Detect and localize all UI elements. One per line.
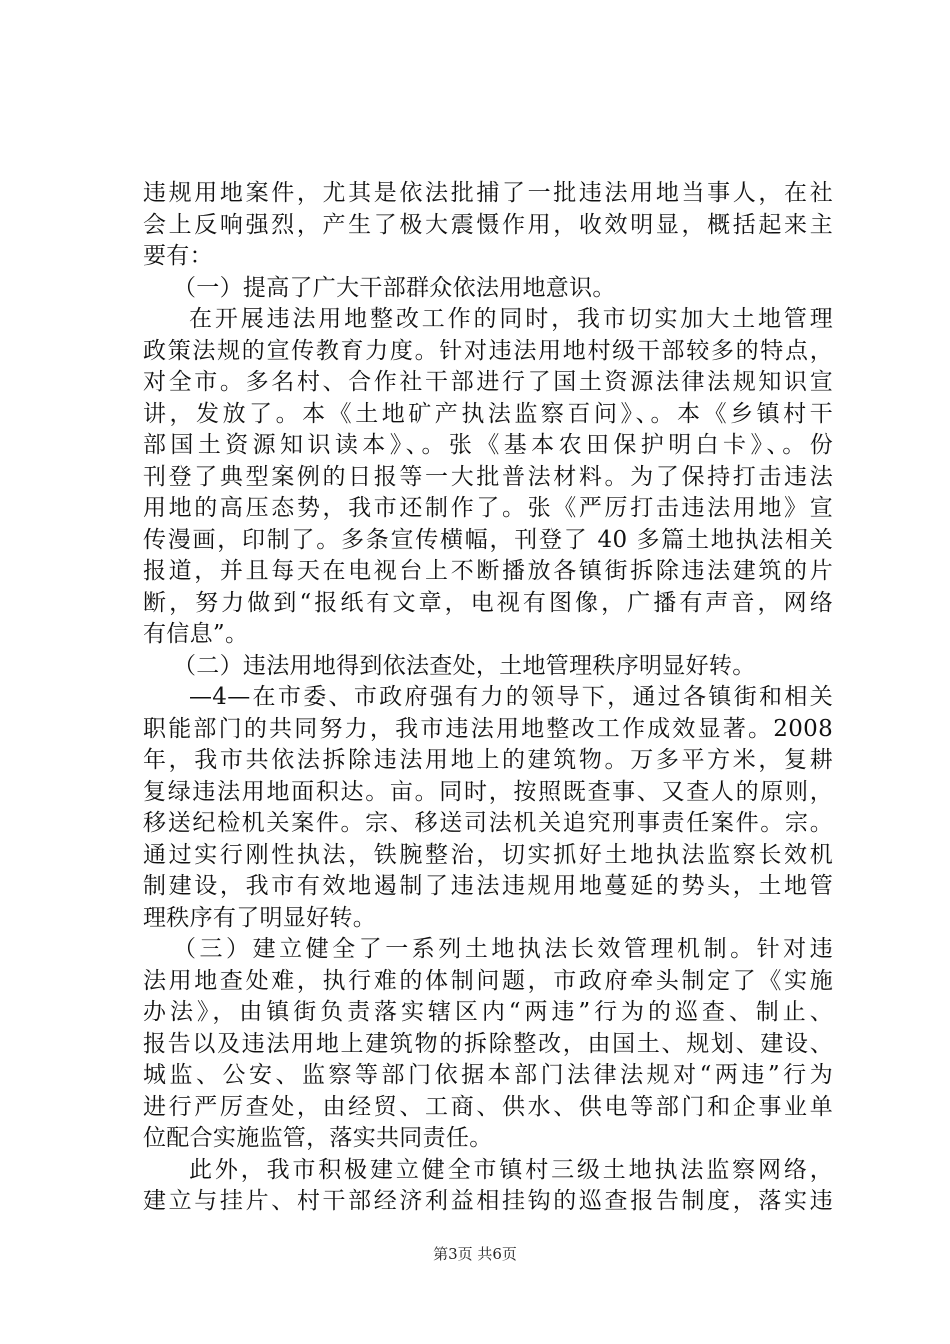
text-line: 职能部门的共同努力，我市违法用地整改工作成效显著。2008 xyxy=(143,715,833,742)
text-line: 对全市。多名村、合作社干部进行了国土资源法律法规知识宣 xyxy=(143,369,833,395)
text-line: 进行严厉查处，由经贸、工商、供水、供电等部门和企事业单 xyxy=(143,1093,833,1120)
text-line: 刊登了典型案例的日报等一大批普法材料。为了保持打击违法 xyxy=(143,463,833,490)
text-line: 制建设，我市有效地遏制了违法违规用地蔓延的势头，土地管 xyxy=(143,873,833,899)
section-heading: （一）提高了广大干部群众依法用地意识。 xyxy=(173,274,616,301)
text-line: 法用地查处难，执行难的体制问题，市政府牵头制定了《实施 xyxy=(143,967,833,994)
text-line: 报告以及违法用地上建筑物的拆除整改，由国土、规划、建设、 xyxy=(143,1030,833,1057)
text-line: 年，我市共依法拆除违法用地上的建筑物。万多平方米，复耕 xyxy=(143,747,833,773)
text-line: 移送纪检机关案件。宗、移送司法机关追究刑事责任案件。宗。 xyxy=(143,810,833,836)
text-line: 用地的高压态势，我市还制作了。张《严厉打击违法用地》宣 xyxy=(143,495,833,521)
text-line: 传漫画，印制了。多条宣传横幅，刊登了 40 多篇土地执法相关 xyxy=(143,526,833,553)
text-line: 报道，并且每天在电视台上不断播放各镇街拆除违法建筑的片 xyxy=(143,558,833,584)
text-line: —4—在市委、市政府强有力的领导下，通过各镇街和相关 xyxy=(189,684,833,710)
text-line: 理秩序有了明显好转。 xyxy=(143,904,376,931)
text-line: 断，努力做到“报纸有文章，电视有图像，广播有声音，网络 xyxy=(143,589,833,616)
text-line: 位配合实施监管，落实共同责任。 xyxy=(143,1125,493,1151)
text-line: 要有： xyxy=(143,243,213,269)
text-line: 部国土资源知识读本》、。张《基本农田保护明白卡》、。份 xyxy=(143,432,833,458)
text-line: 会上反响强烈，产生了极大震慑作用，收效明显，概括起来主 xyxy=(143,211,833,238)
text-line: 有信息”。 xyxy=(143,621,249,647)
text-line: 政策法规的宣传教育力度。针对违法用地村级干部较多的特点， xyxy=(143,337,833,364)
text-line: 建立与挂片、村干部经济利益相挂钩的巡查报告制度，落实违 xyxy=(143,1188,833,1214)
section-heading: （三）建立健全了一系列土地执法长效管理机制。针对违 xyxy=(173,936,833,962)
page-footer: 第3页 共6页 xyxy=(433,1245,517,1263)
text-line: 讲，发放了。本《土地矿产执法监察百问》、。本《乡镇村干 xyxy=(143,400,833,427)
section-heading: （二）违法用地得到依法查处，土地管理秩序明显好转。 xyxy=(173,652,756,679)
text-line: 通过实行刚性执法，铁腕整治，切实抓好土地执法监察长效机 xyxy=(143,841,833,868)
text-line: 复绿违法用地面积达。亩。同时，按照既查事、又查人的原则， xyxy=(143,778,833,805)
text-line: 城监、公安、监察等部门依据本部门法律法规对“两违”行为 xyxy=(143,1062,833,1088)
body-text xyxy=(143,178,833,1218)
text-line: 办法》，由镇街负责落实辖区内“两违”行为的巡查、制止、 xyxy=(143,999,833,1025)
text-line: 此外，我市积极建立健全市镇村三级土地执法监察网络， xyxy=(189,1156,833,1183)
text-line: 违规用地案件，尤其是依法批捕了一批违法用地当事人，在社 xyxy=(143,180,833,206)
text-line: 在开展违法用地整改工作的同时，我市切实加大土地管理 xyxy=(189,306,833,332)
